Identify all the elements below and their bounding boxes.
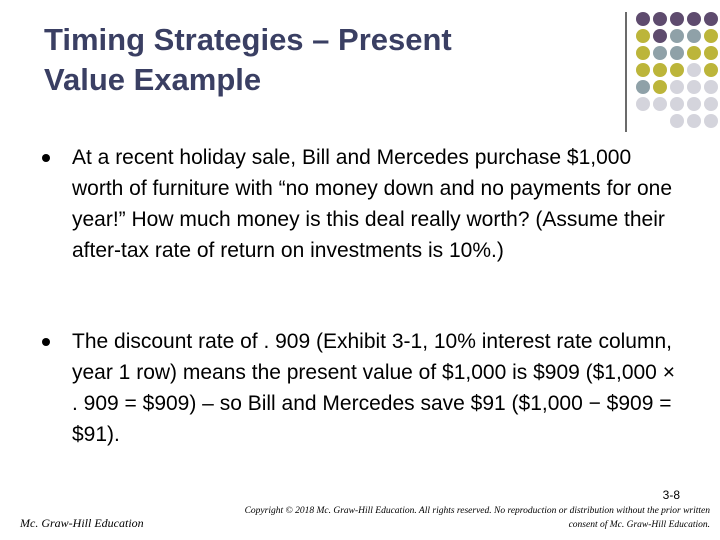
decorative-dot <box>670 114 684 128</box>
bullet-icon <box>42 338 50 346</box>
decorative-dot <box>653 12 667 26</box>
decorative-dot <box>636 12 650 26</box>
decorative-dot <box>636 80 650 94</box>
decorative-dot <box>636 46 650 60</box>
decorative-dot <box>704 63 718 77</box>
decorative-dot <box>687 114 701 128</box>
copyright-line-2: consent of Mc. Graw-Hill Education. <box>568 520 710 530</box>
decorative-dot <box>670 12 684 26</box>
decorative-dot <box>636 63 650 77</box>
title-line-2: Value Example <box>44 62 262 97</box>
copyright-notice <box>190 504 710 532</box>
decorative-dot <box>653 80 667 94</box>
decorative-dot <box>653 63 667 77</box>
decorative-divider <box>625 12 627 132</box>
decorative-dot <box>704 29 718 43</box>
decorative-dot-grid <box>636 12 718 128</box>
decorative-dot <box>687 97 701 111</box>
slide-title <box>44 20 604 100</box>
bullet-text: At a recent holiday sale, Bill and Mercedes purchase $1,000 worth of furniture with “no money down and no payments for one year!” How much money is this deal really worth? (Assume their after-tax rate of return on investments is 10%.) <box>72 146 672 262</box>
decorative-dot <box>636 97 650 111</box>
decorative-dot <box>636 114 650 128</box>
decorative-dot <box>704 12 718 26</box>
decorative-dot <box>704 97 718 111</box>
decorative-dot <box>704 46 718 60</box>
decorative-dot <box>687 29 701 43</box>
bullet-item-1 <box>42 142 682 266</box>
decorative-dot <box>653 29 667 43</box>
decorative-dot <box>704 80 718 94</box>
decorative-dot <box>670 46 684 60</box>
decorative-dot <box>687 63 701 77</box>
bullet-item-2 <box>42 326 682 450</box>
decorative-dot <box>687 80 701 94</box>
decorative-dot <box>653 114 667 128</box>
decorative-dot <box>636 29 650 43</box>
decorative-dot <box>653 46 667 60</box>
decorative-dot <box>687 12 701 26</box>
bullet-icon <box>42 154 50 162</box>
decorative-dot <box>670 29 684 43</box>
decorative-dot <box>670 97 684 111</box>
decorative-dot <box>704 114 718 128</box>
decorative-dot <box>687 46 701 60</box>
decorative-dot <box>670 63 684 77</box>
publisher-name: Mc. Graw-Hill Education <box>20 516 144 530</box>
bullet-text: The discount rate of . 909 (Exhibit 3-1, 10% interest rate column, year 1 row) means the present value of $1,000 is $909 ($1,000 × . 909 = $909) – so Bill and Mercedes save $91 ($1,000 − $909 = $91). <box>72 330 675 446</box>
decorative-dot <box>670 80 684 94</box>
decorative-dot <box>653 97 667 111</box>
page-number: 3-8 <box>662 488 680 502</box>
title-line-1: Timing Strategies – Present <box>44 22 452 57</box>
copyright-line-1: Copyright © 2018 Mc. Graw-Hill Education. All rights reserved. No reproduction or distribution without the prior written <box>244 506 710 516</box>
